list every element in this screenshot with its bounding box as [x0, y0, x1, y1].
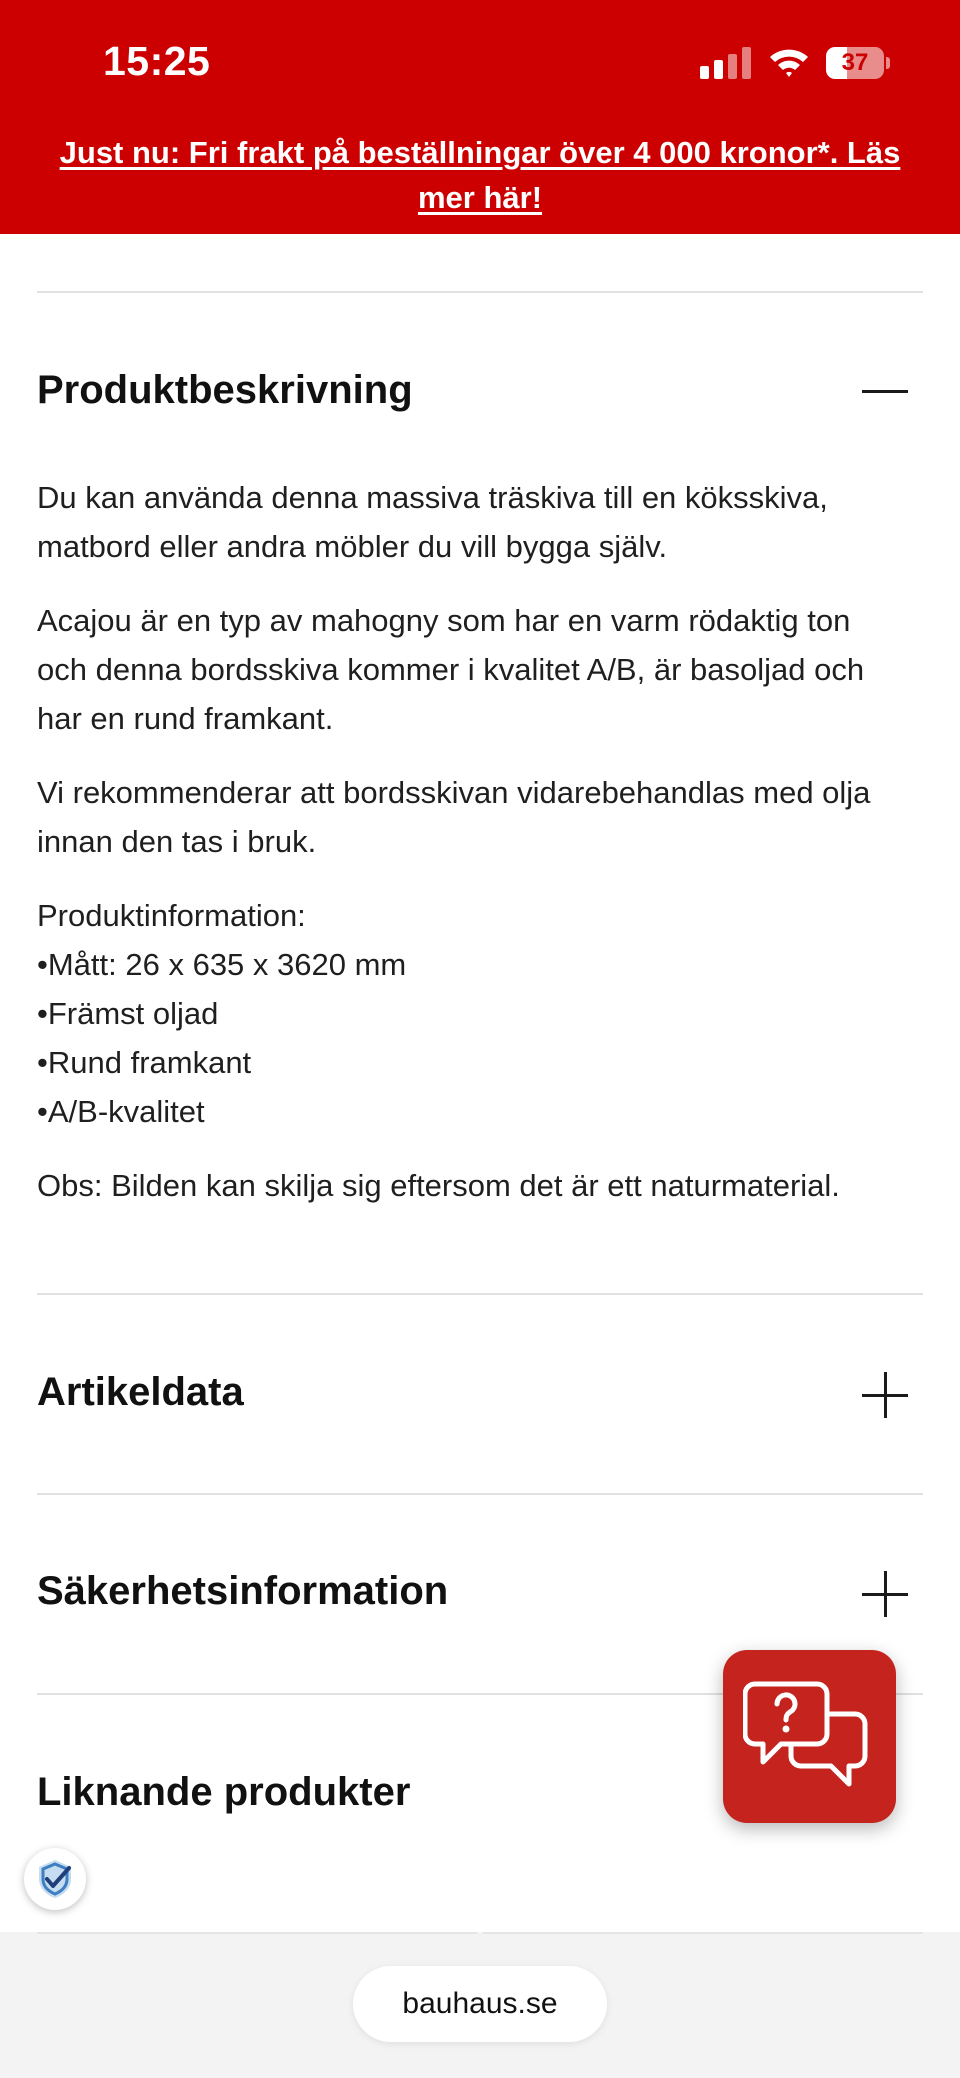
- cellular-signal-icon: [700, 47, 752, 79]
- chat-help-button[interactable]: [723, 1650, 896, 1823]
- battery-level: 37: [841, 49, 869, 76]
- battery-icon: [826, 47, 890, 79]
- free-shipping-banner-link[interactable]: Just nu: Fri frakt på beställningar över 4 000 kronor*. Läs mer här!: [59, 135, 901, 215]
- similar-products-title: Liknande produkter: [37, 1770, 411, 1814]
- chat-help-icon: [743, 1680, 877, 1798]
- trust-badge[interactable]: [24, 1848, 86, 1910]
- section-divider: [37, 1293, 923, 1295]
- product-description: [37, 473, 927, 1235]
- product-info-list: Produktinformation: •Mått: 26 x 635 x 3620 mm •Främst oljad •Rund framkant •A/B-kvalitet: [37, 898, 407, 1129]
- expand-plus-icon[interactable]: [862, 1571, 908, 1617]
- description-section-title[interactable]: Produktbeskrivning: [37, 368, 413, 412]
- checkmark-shield-icon: [33, 1857, 77, 1901]
- address-bar-url[interactable]: bauhaus.se: [353, 1966, 607, 2042]
- article-data-section-title[interactable]: Artikeldata: [37, 1370, 244, 1414]
- status-time: 15:25: [103, 38, 211, 84]
- expand-plus-icon[interactable]: [862, 1372, 908, 1418]
- card-edge: [37, 1932, 477, 1958]
- description-paragraph: Acajou är en typ av mahogny som har en varm rödaktig ton och denna bordsskiva kommer i kvalitet A/B, är basoljad och har en rund framkant.: [37, 603, 865, 736]
- top-header: [0, 0, 960, 234]
- description-paragraph: Vi rekommenderar att bordsskivan vidarebehandlas med olja innan den tas i bruk.: [37, 775, 871, 859]
- browser-bottom-bar: [0, 1932, 960, 2078]
- description-note: Obs: Bilden kan skilja sig eftersom det är ett naturmaterial.: [37, 1168, 840, 1203]
- section-divider: [37, 1493, 923, 1495]
- description-paragraph: Du kan använda denna massiva träskiva till en köksskiva, matbord eller andra möbler du vill bygga själv.: [37, 480, 828, 564]
- wifi-icon: [768, 44, 810, 80]
- safety-info-section-title[interactable]: Säkerhetsinformation: [37, 1569, 449, 1613]
- card-edge: [483, 1932, 923, 1958]
- collapse-minus-icon[interactable]: [862, 368, 908, 414]
- section-divider: [37, 291, 923, 293]
